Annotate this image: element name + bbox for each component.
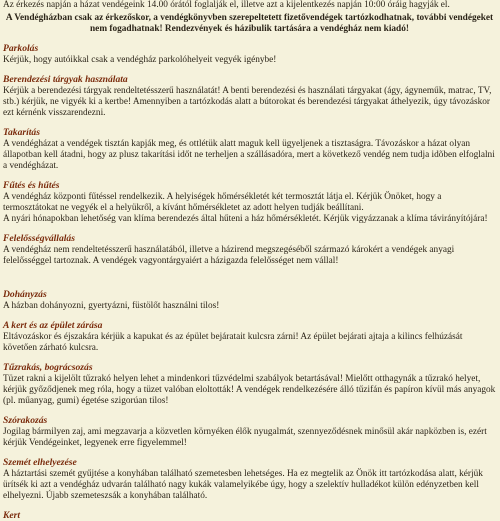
section-text-waste: A háztartási szemét gyűjtése a konyhában található szemetesben lehetséges. Ha ez megtelik az Önök itt tartózkodása alatt, kérjük ürítsék ki azt a vendégház udvarán található nagy kukák valamelyikébe úgy, hogy a szelektív hulladékot külön edényzetben kell elhelyezni. Újabb szemeteszsák a konyhában található.	[3, 469, 483, 501]
section-title-garden: Kert	[3, 510, 21, 521]
section-text-fire: Tüzet rakni a kijelölt tűzrakó helyen lehet a mindenkori tűzvédelmi szabályok betartásával! Mielőtt otthagynák a tűzrakó helyet, kérjük győződjenek meg róla, hogy a tüzet valóban eloltották! A vendégek rendelkezésére álló tűzifán és papíron kívül más anyagok (pl. műanyag, gumi) égetése szigorúan tilos!	[3, 374, 496, 406]
section-text-parking: Kérjük, hogy autóikkal csak a vendégház parkolóhelyeit vegyék igénybe!	[3, 55, 277, 65]
section-title-waste: Szemét elhelyezése	[3, 457, 77, 468]
section-title-cleaning: Takarítás	[3, 127, 40, 138]
section-text-cleaning: A vendégházat a vendégek tisztán kapják meg, és ottlétük alatt maguk kell ügyeljenek a tisztaságra. Távozáskor a házat olyan állapotban kell átadni, hogy az plusz takarítási időt ne terheljen a szállásadóra, mert a következő vendég nem tudja idõben elfoglalni a vendégházat.	[3, 139, 495, 171]
section-title-locking: A kert és az épület zárása	[3, 320, 103, 331]
section-title-heating: Fűtés és hűtés	[3, 180, 60, 191]
section-text-furniture: Kérjük a berendezési tárgyak rendeltetésszerű használatát! A benti berendezési és használati tárgyakat (ágy, ágyneműk, matrac, TV, stb.) kérjük, ne vigyék ki a kertbe! Amennyiben a tartózkodás alatt a bútorokat és berendezési tárgyakat áthelyezik, úgy távozáskor ezt kérnénk visszarendezni.	[3, 86, 492, 118]
section-text-noise: Jogilag bármilyen zaj, ami megzavarja a közvetlen környéken élők nyugalmát, szennyeződésnek minősül akár napközben is, ezért kérjük Vendégeinket, legyenek erre figyelemmel!	[3, 427, 487, 448]
section-title-fire: Tűzrakás, bográcsozás	[3, 362, 93, 373]
section-title-furniture: Berendezési tárgyak használata	[3, 74, 128, 85]
warning-text: A Vendégházban csak az érkezőskor, a vendégkönyvben szerepeltetett fizetővendégek tartózkodhatnak, további vendégeket nem fogadhatnak! Rendezvények és házibulik tartására a vendégház nem kiadó!	[5, 13, 494, 34]
section-text-smoking: A házban dohányozni, gyertyázni, füstölőt használni tilos!	[3, 301, 220, 311]
section-text-heating-2: A nyári hónapokban lehetőség van klíma berendezés által hűteni a ház hőmérsékletét. Kérjük vigyázzanak a klíma távirányítójára!	[3, 214, 488, 224]
section-text-heating: A vendégház központi fűtéssel rendelkezik. A helyiségek hőmérsékletét két termosztát látja el. Kérjük Önöket, hogy a termosztátokat ne vegyék el a helyükről, a kívánt hőmérsékletet az adott helyen tudják beállítani.	[3, 192, 442, 213]
spacer	[3, 267, 496, 281]
section-title-smoking: Dohányzás	[3, 289, 47, 300]
section-title-parking: Parkolás	[3, 43, 39, 54]
intro-text: Az érkezés napján a házat vendégeink 14.00 órától foglalják el, illetve azt a kijelentkezés napján 10:00 óráig hagyják el.	[3, 0, 450, 10]
section-text-liability: A vendégház nem rendeltetésszerű használatából, illetve a házirend megszegéséből származó károkért a vendégek anyagi felelősséggel tartoznak. A vendégek vagyontárgyaiért a házigazda felelősséget nem vállal!	[3, 245, 455, 266]
section-text-locking: Eltávozáskor és éjszakára kérjük a kapukat és az épület bejáratait kulcsra zárni! Az épület bejárati ajtaja a kilincs felhúzását követően zárható kulcsra.	[3, 332, 463, 353]
section-title-noise: Szórakozás	[3, 415, 48, 426]
section-title-liability: Felelősségvállalás	[3, 233, 75, 244]
